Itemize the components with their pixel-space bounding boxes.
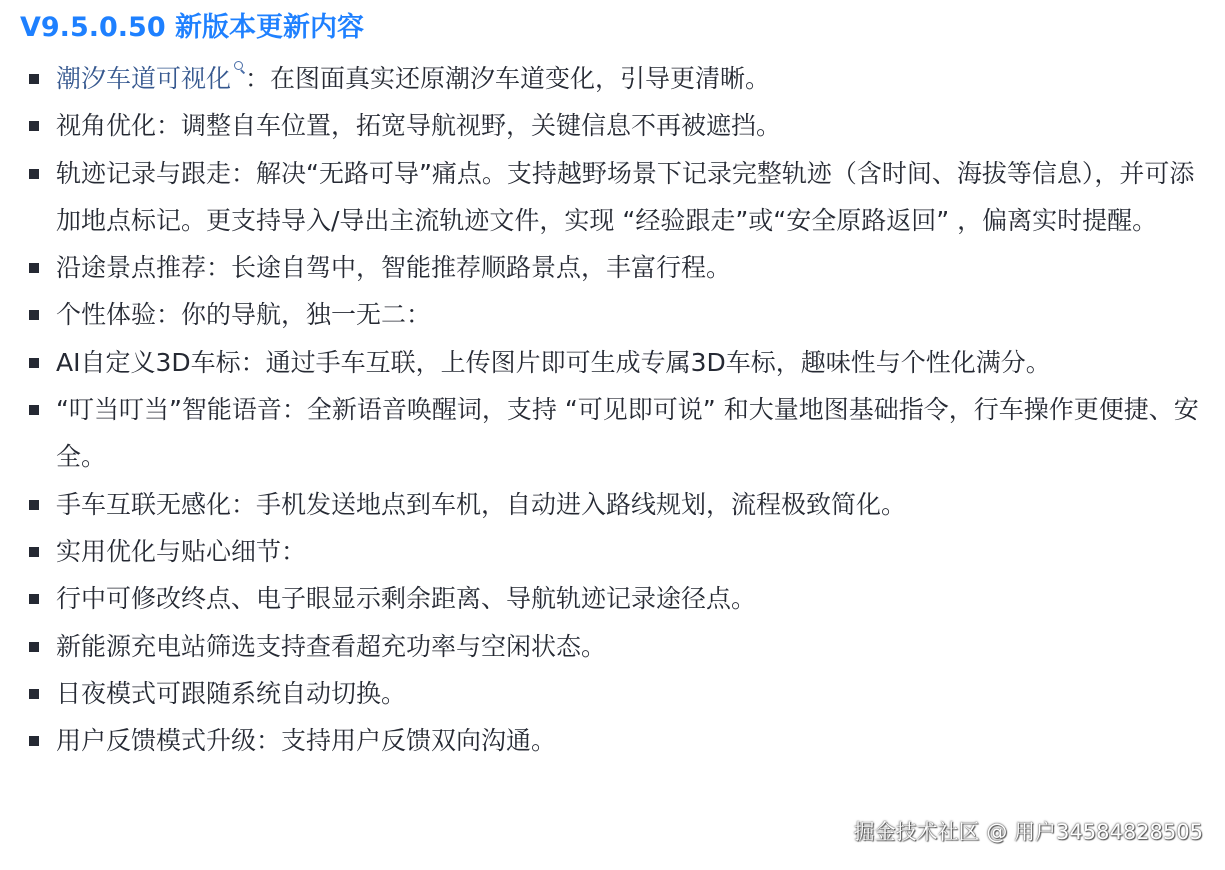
list-item [0,291,1225,338]
list-item [0,102,1225,149]
list-item [0,481,1225,528]
list-item [0,670,1225,717]
list-item [0,55,1225,102]
list-item [0,528,1225,575]
list-item-text: 用户反馈模式升级：支持用户反馈双向沟通。 [56,726,557,756]
bullet-icon [29,405,39,415]
bullet-icon [29,500,39,510]
link-term-text[interactable]: 潮汐车道可视化 [56,64,232,93]
list-item-text: “叮当叮当”智能语音：全新语音唤醒词，支持 “可见即可说” 和大量地图基础指令，行车操作更便捷、安全。 [56,395,1199,472]
bullet-icon [29,594,39,604]
list-item [0,244,1225,291]
bullet-icon [29,310,39,320]
list-item-text: AI自定义3D车标：通过手车互联，上传图片即可生成专属3D车标，趣味性与个性化满分。 [56,347,1051,377]
list-item-text: 沿途景点推荐：长途自驾中，智能推荐顺路景点，丰富行程。 [56,253,732,283]
bullet-icon [29,547,39,557]
list-item-text: 行中可修改终点、电子眼显示剩余距离、导航轨迹记录途径点。 [56,584,757,614]
bullet-icon [29,642,39,652]
list-item-text: 个性体验：你的导航，独一无二： [56,300,432,330]
list-item [0,575,1225,622]
bullet-icon [29,263,39,273]
list-item [0,150,1225,245]
list-item [0,339,1225,386]
tidal-lane-link[interactable] [56,64,245,93]
list-item-text: 视角优化：调整自车位置，拓宽导航视野，关键信息不再被遮挡。 [56,111,782,141]
list-item [0,623,1225,670]
bullet-icon [29,169,39,179]
search-icon[interactable] [233,61,245,75]
bullet-icon [29,121,39,131]
list-item [0,386,1225,481]
page-title: V9.5.0.50 新版本更新内容 [20,12,364,43]
list-item-text: ：在图面真实还原潮汐车道变化，引导更清晰。 [245,64,771,93]
bullet-icon [29,689,39,699]
update-list [0,55,1225,764]
list-item-text: 实用优化与贴心细节： [56,536,307,566]
list-item-text: 轨迹记录与跟走：解决“无路可导”痛点。支持越野场景下记录完整轨迹（含时间、海拔等信息），并可添加地点标记。更支持导入/导出主流轨迹文件，实现 “经验跟走”或“安全原路返回” ，偏离实时提醒。 [56,158,1195,235]
list-item-text: 新能源充电站筛选支持查看超充功率与空闲状态。 [56,631,607,661]
list-item [0,717,1225,764]
bullet-icon [29,736,39,746]
list-item-text: 手车互联无感化：手机发送地点到车机，自动进入路线规划，流程极致简化。 [56,489,907,519]
bullet-icon [29,74,39,84]
watermark: 掘金技术社区 @ 用户34584828505 [853,820,1203,844]
bullet-icon [29,358,39,368]
list-item-text: 日夜模式可跟随系统自动切换。 [56,678,407,708]
